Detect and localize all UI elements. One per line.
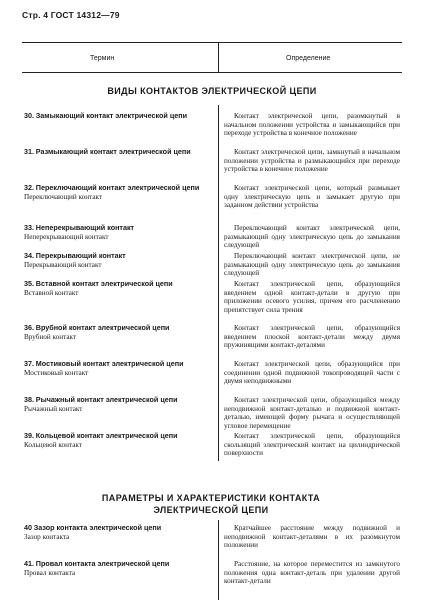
column-divider-header [218, 42, 219, 72]
term-35-short: Вставной контакт [24, 288, 79, 297]
column-header-definition: Определение [286, 55, 331, 62]
definition-34: Переключающий контакт электрической цепи, не размыкающий одну электрическую цепь до замыкания следующей [224, 252, 400, 278]
definition-40: Кратчайшее расстояние между подвижной и неподвижной контакт-деталями в их разомкнутом положении [224, 524, 400, 550]
definition-31: Контакт электрической цепи, замкнутый в начальном положении устройства и размыкающийся при переходе устройства в конечное положение [224, 148, 400, 174]
term-38-short: Рычажный контакт [24, 404, 83, 413]
term-40: 40 Зазор контакта электрической цепи Зазор контакта [24, 524, 214, 541]
page-header: Стр. 4 ГОСТ 14312—79 [22, 10, 120, 20]
term-41-short: Провал контакта [24, 568, 76, 577]
term-37-short: Мостиковый контакт [24, 368, 89, 377]
term-39-short: Кольцевой контакт [24, 440, 82, 449]
column-divider-section-1 [218, 105, 219, 461]
definition-33: Переключающий контакт электрической цепи, размыкающий одну электрическую цепь до замыкания следующей [224, 224, 400, 250]
column-header-term: Термин [90, 55, 115, 62]
term-37: 37. Мостиковый контакт электрической цепи Мостиковый контакт [24, 360, 214, 377]
term-39: 39. Кольцевой контакт электрической цепи Кольцевой контакт [24, 432, 214, 449]
term-36: 36. Врубной контакт электрической цепи Врубной контакт [24, 324, 214, 341]
definition-37: Контакт электрической цепи, образующийся при соединении одной подвижной токопроводящей части с двумя неподвижными [224, 360, 400, 386]
table-top-rule [22, 42, 402, 43]
definition-36: Контакт электрической цепи, образующийся введением плоской контакт-детали между двумя пружинящими контакт-деталями [224, 324, 400, 350]
definition-41: Расстояние, на которое переместится из замкнутого положения одна контакт-деталь при удалении другой контакт-детали [224, 560, 400, 586]
term-40-short: Зазор контакта [24, 532, 70, 541]
definition-39: Контакт электрической цепи, образующийся скользящий электрический контакт на цилиндрической поверхности [224, 432, 400, 458]
term-33: 33. Неперекрывающий контакт Неперекрывающий контакт [24, 224, 214, 241]
section-title-contact-parameters: ПАРАМЕТРЫ И ХАРАКТЕРИСТИКИ КОНТАКТА ЭЛЕКТРИЧЕСКОЙ ЦЕПИ [101, 493, 321, 515]
definition-38: Контакт электрической цепи, образующийся между неподвижной контакт-деталью и подвижной контакт-деталью, имеющей форму рычага и осуществляющей угловое перемещение [224, 396, 400, 431]
term-36-short: Врубной контакт [24, 332, 77, 341]
term-33-short: Неперекрывающий контакт [24, 232, 109, 241]
term-38: 38. Рычажный контакт электрической цепи Рычажный контакт [24, 396, 214, 413]
term-31: 31. Размыкающий контакт электрической цепи [24, 147, 191, 156]
term-35: 35. Вставной контакт электрической цепи Вставной контакт [24, 280, 214, 297]
term-34: 34. Перекрывающий контакт Перекрывающий контакт [24, 252, 214, 269]
term-30: 30. Замыкающий контакт электрической цепи [24, 111, 187, 120]
definition-32: Контакт электрической цепи, который размыкает одну электрическую цепь и замыкает другую при заданном действии устройства [224, 184, 400, 210]
definition-35: Контакт электрической цепи, образующийся введением одной контакт-детали в другую при приложении осевого усилия, причем его расчленению препятствует сила трения [224, 280, 400, 315]
term-41: 41. Провал контакта электрической цепи Провал контакта [24, 560, 214, 577]
column-divider-section-2 [218, 520, 219, 600]
term-34-short: Перекрывающий контакт [24, 260, 102, 269]
section-title-contact-types: ВИДЫ КОНТАКТОВ ЭЛЕКТРИЧЕСКОЙ ЦЕПИ [107, 86, 317, 96]
definition-30: Контакт электрической цепи, разомкнутый в начальном положении устройства и замыкающийся при переходе устройства в конечное положение [224, 112, 400, 138]
term-32-short: Переключающий контакт [24, 192, 103, 201]
term-32: 32. Переключающий контакт электрической цепи Переключающий контакт [24, 184, 214, 201]
header-bottom-rule [22, 72, 402, 73]
